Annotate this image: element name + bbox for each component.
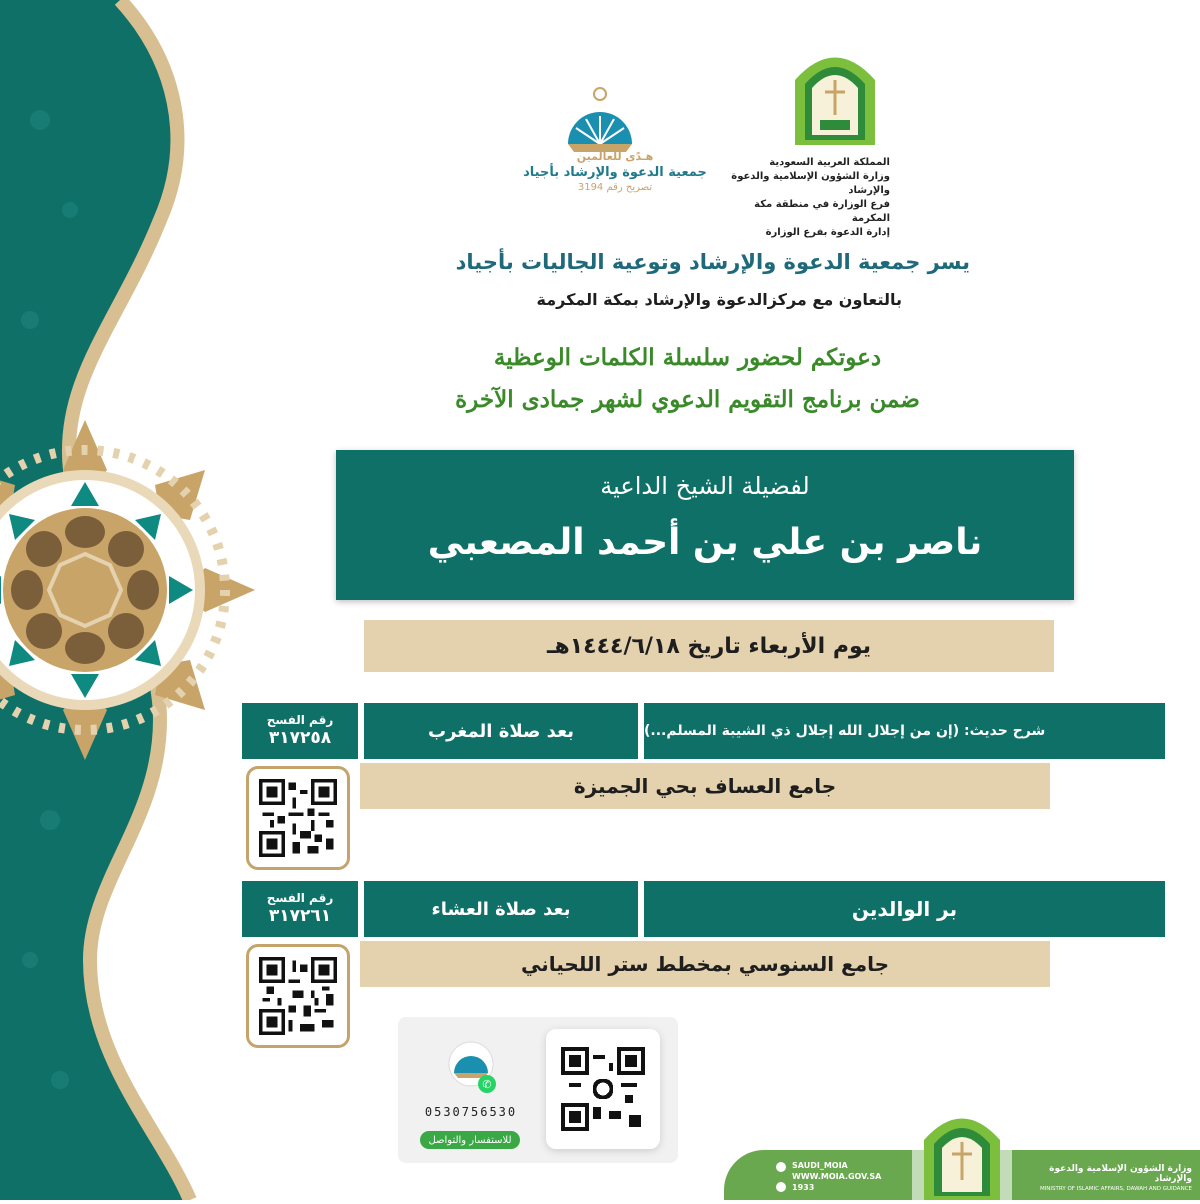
association-permit: تصريح رقم 3194 bbox=[577, 182, 653, 193]
footer-ministry bbox=[1016, 1164, 1192, 1192]
qr-frame-2[interactable] bbox=[246, 944, 350, 1048]
footer-website[interactable]: WWW.MOIA.GOV.SA bbox=[792, 1172, 882, 1181]
intro-line-2: بالتعاون مع مركزالدعوة والإرشاد بمكة المكرمة bbox=[536, 290, 902, 309]
footer-emblem bbox=[912, 1092, 1012, 1200]
contact-phone[interactable]: 0530756530 bbox=[424, 1105, 518, 1119]
mosque-bar-1: جامع العساف بحي الجميزة bbox=[360, 763, 1050, 809]
footer-ministry-ar: وزارة الشؤون الإسلامية والدعوة والإرشاد bbox=[1049, 1164, 1192, 1184]
rosette-ornament-icon bbox=[0, 420, 280, 760]
footer-year: 1933 bbox=[792, 1183, 815, 1192]
permit-box-1 bbox=[242, 703, 358, 759]
permit-label: رقم الفسح bbox=[266, 890, 334, 905]
permit-number: ٣١٧٢٥٨ bbox=[268, 727, 332, 748]
permit-label: رقم الفسح bbox=[266, 712, 334, 727]
permit-box-2 bbox=[242, 881, 358, 937]
association-name: جمعية الدعوة والإرشاد بأجياد bbox=[523, 165, 707, 180]
ministry-text-block bbox=[720, 156, 890, 240]
qr-code-icon bbox=[561, 1047, 645, 1131]
intro-line-1: يسر جمعية الدعوة والإرشاد وتوعية الجاليات بأجياد bbox=[455, 250, 970, 274]
ministry-line: وزارة الشؤون الإسلامية والدعوة والإرشاد bbox=[731, 171, 890, 196]
social-icons bbox=[776, 1162, 788, 1192]
mosque-bar-2: جامع السنوسي بمخطط ستر اللحياني bbox=[360, 941, 1050, 987]
lecture-topic-2: بر الوالدين bbox=[644, 881, 1165, 937]
invite-line-1: دعوتكم لحضور سلسلة الكلمات الوعظية bbox=[493, 344, 882, 371]
invite-line-2: ضمن برنامج التقويم الدعوي لشهر جمادى الآخرة bbox=[455, 386, 920, 413]
association-text-block bbox=[520, 150, 710, 193]
association-tagline: هـدًى للعالمين bbox=[576, 150, 654, 163]
qr-code-icon bbox=[259, 957, 337, 1035]
association-logo bbox=[560, 86, 640, 156]
footer-links bbox=[792, 1160, 902, 1193]
social-icon[interactable] bbox=[776, 1182, 786, 1192]
lecture-time-1: بعد صلاة المغرب bbox=[364, 703, 638, 759]
lecture-time-2: بعد صلاة العشاء bbox=[364, 881, 638, 937]
social-icon[interactable] bbox=[776, 1162, 786, 1172]
footer-handle[interactable]: SAUDI_MOIA bbox=[792, 1161, 848, 1170]
ministry-line: فرع الوزارة في منطقة مكة المكرمة bbox=[754, 199, 890, 224]
contact-badge: للاستفسار والتواصل bbox=[420, 1131, 520, 1149]
speaker-name: ناصر بن علي بن أحمد المصعبي bbox=[427, 522, 983, 563]
sunrise-dome-logo-icon bbox=[560, 86, 640, 156]
ministry-arch-emblem-icon bbox=[790, 40, 880, 150]
contact-card bbox=[398, 1017, 678, 1163]
whatsapp-icon[interactable]: ✆ bbox=[478, 1075, 496, 1093]
lecture-topic-1: شرح حديث: (إن من إجلال الله إجلال ذي الشيبة المسلم...) bbox=[644, 703, 1165, 759]
qr-frame-1[interactable] bbox=[246, 766, 350, 870]
contact-qr-frame[interactable] bbox=[546, 1029, 660, 1149]
ministry-line: إدارة الدعوة بفرع الوزارة bbox=[765, 227, 890, 238]
date-bar: يوم الأربعاء تاريخ ١٤٤٤/٦/١٨هـ bbox=[364, 620, 1054, 672]
speaker-box bbox=[336, 450, 1074, 600]
speaker-title: لفضيلة الشيخ الداعية bbox=[600, 472, 810, 500]
ministry-line: المملكة العربية السعودية bbox=[769, 157, 890, 168]
permit-number: ٣١٧٢٦١ bbox=[268, 905, 332, 926]
ministry-arch-emblem-icon bbox=[912, 1092, 1012, 1200]
qr-code-icon bbox=[259, 779, 337, 857]
ministry-emblem bbox=[790, 40, 880, 150]
footer-ministry-en: MINISTRY OF ISLAMIC AFFAIRS, DAWAH AND GUIDANCE bbox=[1039, 1186, 1192, 1192]
